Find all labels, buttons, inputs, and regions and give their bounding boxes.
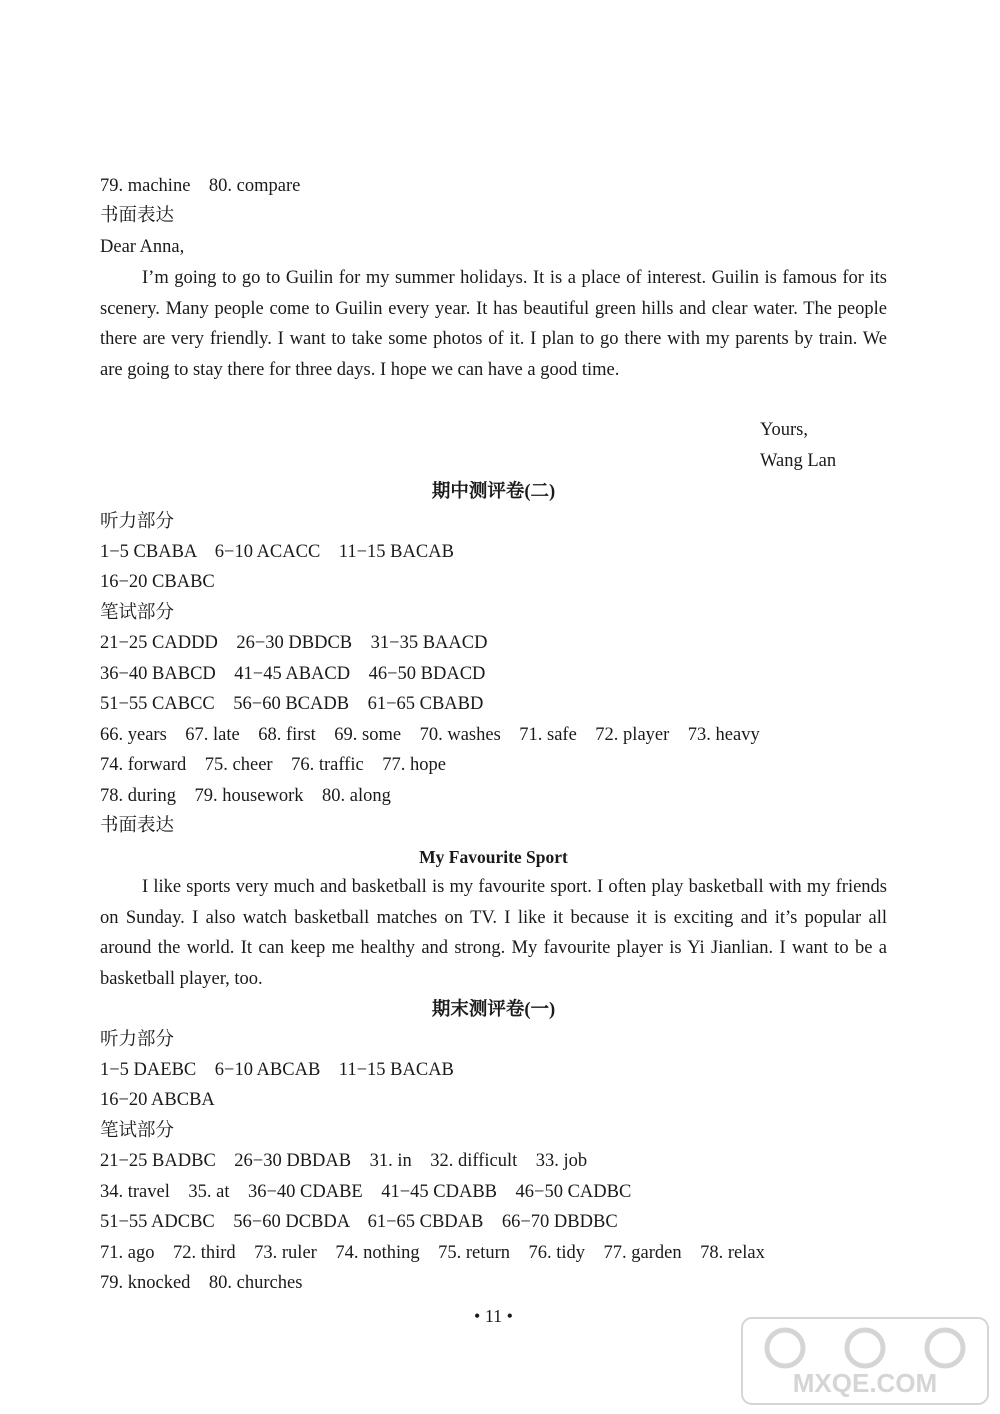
- section-title-midterm-2: 期中测评卷(二): [431, 482, 556, 502]
- answer-line: 21−25 BADBC 26−30 DBDAB 31. in 32. difficult 33. job: [100, 1151, 588, 1171]
- answer-line: 79. knocked 80. churches: [100, 1273, 303, 1293]
- essay-title: My Favourite Sport: [419, 847, 568, 867]
- answer-line: 21−25 CADDD 26−30 DBDCB 31−35 BAACD: [100, 633, 488, 653]
- svg-text:MXQE.COM: MXQE.COM: [792, 1368, 938, 1398]
- answer-line: 78. during 79. housework 80. along: [100, 786, 391, 806]
- answer-line: 71. ago 72. third 73. ruler 74. nothing 75. return 76. tidy 77. garden 78. relax: [100, 1243, 765, 1263]
- heading-writing: 书面表达: [100, 206, 175, 226]
- watermark-logo: [740, 1316, 990, 1406]
- heading-written: 笔试部分: [100, 603, 175, 623]
- letter-signature: Wang Lan: [760, 451, 837, 471]
- heading-listening: 听力部分: [100, 1030, 175, 1050]
- answer-line: 51−55 ADCBC 56−60 DCBDA 61−65 CBDAB 66−70 DBDBC: [100, 1212, 618, 1232]
- answer-line: 66. years 67. late 68. first 69. some 70. washes 71. safe 72. player 73. heavy: [100, 725, 760, 745]
- letter-body: I’m going to go to Guilin for my summer holidays. It is a place of interest. Guilin is famous for its scenery. Many people come to Guilin every year. It has beautiful green hills and clear water. The people there are very friendly. I want to take some photos of it. I plan to go there with my parents by train. We are going to stay there for three days. I hope we can have a good time.: [100, 268, 887, 380]
- salutation: Dear Anna,: [100, 237, 185, 257]
- answer-line: 1−5 CBABA 6−10 ACACC 11−15 BACAB: [100, 542, 454, 562]
- heading-writing: 书面表达: [100, 816, 175, 836]
- essay-body: I like sports very much and basketball is my favourite sport. I often play basketball with my friends on Sunday. I also watch basketball matches on TV. I like it because it is exciting and it’s popular all around the world. It can keep me healthy and strong. My favourite player is Yi Jianlian. I want to be a basketball player, too.: [100, 877, 887, 989]
- answer-line: 16−20 CBABC: [100, 572, 215, 592]
- line-79-80: 79. machine 80. compare: [100, 176, 301, 196]
- section-title-final-1: 期末测评卷(一): [431, 1000, 556, 1020]
- answer-line: 34. travel 35. at 36−40 CDABE 41−45 CDABB 46−50 CADBC: [100, 1182, 632, 1202]
- letter-closing: Yours,: [760, 420, 808, 440]
- heading-written: 笔试部分: [100, 1121, 175, 1141]
- answer-line: 36−40 BABCD 41−45 ABACD 46−50 BDACD: [100, 664, 486, 684]
- page-number: • 11 •: [474, 1306, 513, 1326]
- answer-line: 16−20 ABCBA: [100, 1090, 215, 1110]
- answer-line: 1−5 DAEBC 6−10 ABCAB 11−15 BACAB: [100, 1060, 454, 1080]
- answer-line: 51−55 CABCC 56−60 BCADB 61−65 CBABD: [100, 694, 484, 714]
- heading-listening: 听力部分: [100, 512, 175, 532]
- answer-line: 74. forward 75. cheer 76. traffic 77. hope: [100, 755, 446, 775]
